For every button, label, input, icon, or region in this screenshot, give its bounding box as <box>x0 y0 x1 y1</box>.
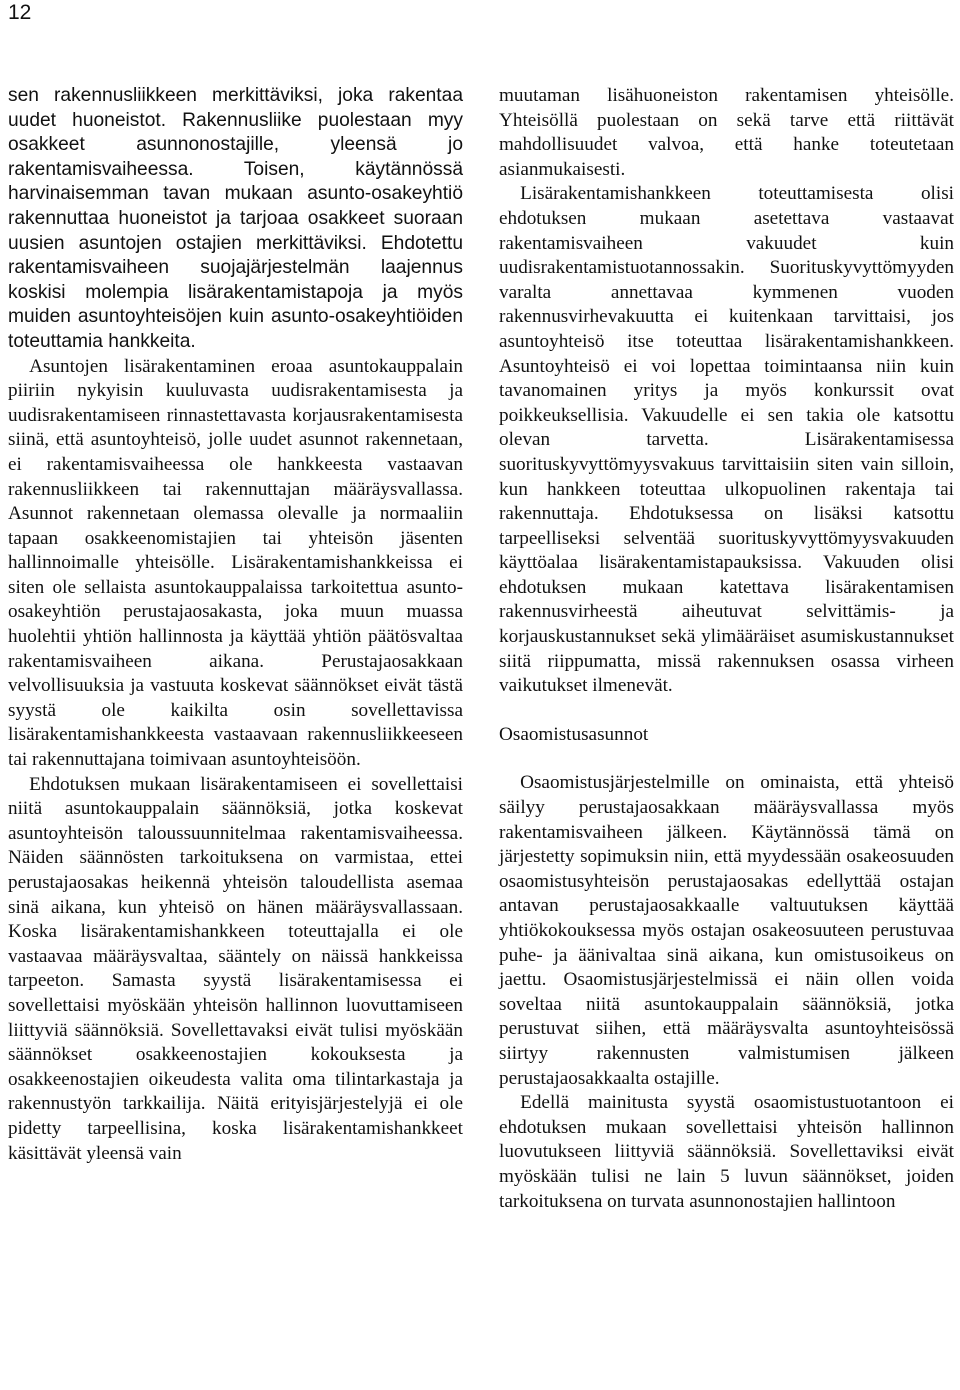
right-paragraph-1: muutaman lisähuoneiston rakentamisen yhteisölle. Yhteisöllä puolestaan on sekä tarve että riittävät mahdollisuudet valvoa, että hanke toteutetaan asianmukaisesti. <box>499 85 954 180</box>
right-column <box>499 84 954 1214</box>
left-column <box>8 84 463 1166</box>
left-paragraph-2: Asuntojen lisärakentaminen eroaa asuntokauppalain piiriin nykyisin kuuluvasta uudisrakentamisesta ja uudisrakentamiseen rinnastettavasta korjausrakentamisesta siinä, että asuntoyhteisö, jolle uudet asunnot rakennetaan, ei rakentamisvaiheessa ole hankkeesta vastaavan rakennusliikkeen tai rakennuttajan määräysvallassa. Asunnot rakennetaan olemassa olevalle ja normaaliin tapaan osakkeenomistajien tai yhteisön jäsenten hallinnoimalle yhteisölle. Lisärakentamishankkeissa ei siten ole sellaista asuntokauppalaissa tarkoitettua asunto-osakeyhtiön perustajaosakasta, joka muun muassa huolehtii yhtiön hallinnosta ja käyttää yhtiön päätösvaltaa rakentamisvaiheen aikana. Perustajaosakkaan velvollisuuksia ja vastuuta koskevat säännökset eivät tästä syystä ole kaikilta osin sovellettavissa lisärakentamishankkeesta vastaavaan rakennusliikkeeseen tai rakennuttajana toimivaan asuntoyhteisöön. <box>8 355 463 771</box>
right-paragraph-2: Lisärakentamishankkeen toteuttamisesta olisi ehdotuksen mukaan asetettava vastaavat rakentamisvaiheen vakuudet kuin uudisrakentamistuotannossakin. Suorituskyvyttömyyden varalta annettavaa kymmenen vuoden rakennusvirhevakuutta ei kuitenkaan tarvittaisi, jos asuntoyhteisö itse toteuttaa lisärakentamishankkeen. Asuntoyhteisö ei voi lopettaa toimintaansa niin kuin tavanomainen yritys ja myös konkurssit ovat poikkeuksellisia. Vakuudelle ei sen takia ole katsottu olevan tarvetta. Lisärakentamisessa suorituskyvyttömyysvakuus tarvittaisiin siten vain silloin, kun hankkeen toteuttaa ulkopuolinen rakentaja tai rakennuttaja. Ehdotuksessa on lisäksi katsottu tarpeelliseksi selventää suorituskyvyttömyysvakuuden käyttöalaa lisärakentamistapauksissa. Vakuuden olisi ehdotuksen mukaan katettava lisärakentamisen rakennusvirheestä aiheutuvat selvittämis- ja korjauskustannukset sekä ylimääräiset asumiskustannukset siitä riippumatta, missä rakennuksen osassa virheen vaikutukset ilmenevät. <box>499 183 954 697</box>
section-heading: Osaomistusasunnot <box>499 723 649 745</box>
right-paragraph-4: Edellä mainitusta syystä osaomistustuotantoon ei ehdotuksen mukaan sovellettaisi yhteisön hallinnon luovutukseen liittyviä säännöksiä. Sovellettaviksi eivät myöskään tulisi ne lain 5 luvun säännökset, joiden tarkoituksena on turvata asunnonostajien hallintoon <box>499 1092 954 1212</box>
left-paragraph-3: Ehdotuksen mukaan lisärakentamiseen ei sovellettaisi niitä asuntokauppalain säännöksiä, jotka koskevat asuntoyhteisön taloussuunnitelmaa rakentamisvaiheessa. Näiden säännösten tarkoituksena on varmistaa, ettei perustajaosakas heikennä yhteisön taloudellista asemaa sinä aikana, kun yhteisö on hänen määräysvallassaan. Koska lisärakentamishankkeen toteuttajalla ei ole vastaavaa määräysvaltaa, sääntely on näissä hankkeissa tarpeeton. Samasta syystä lisärakentamisessa ei sovellettaisi myöskään yhteisön hallinnon luovuttamiseen liittyviä säännöksiä. Sovellettavaksi eivät tulisi myöskään säännökset osakkeenostajien kokouksesta ja osakkeenostajien oikeudesta valita oma tilintarkastaja ja rakennustyön tarkkailija. Näitä erityisjärjestelyjä ei ole pidetty tarpeellisina, koska lisärakentamishankkeet käsittävät yleensä vain <box>8 773 463 1164</box>
left-paragraph-1: sen rakennusliikkeen merkittäviksi, joka rakentaa uudet huoneistot. Rakennusliike puolestaan myy osakkeet asunnonostajille, yleensä jo rakentamisvaiheessa. Toisen, käytännössä harvinaisemman tavan mukaan asunto-osakeyhtiö rakennuttaa huoneistot ja tarjoaa osakkeet suoraan uusien asuntojen ostajien merkittäviksi. Ehdotettu rakentamisvaiheen suojajärjestelmän laajennus koskisi molempia lisärakentamistapoja ja myös muiden asuntoyhteisöjen kuin asunto-osakeyhtiöiden toteuttamia hankkeita. <box>8 85 463 352</box>
right-paragraph-3: Osaomistusjärjestelmille on ominaista, että yhteisö säilyy perustajaosakkaan määräysvallassa myös rakentamisvaiheen jälkeen. Käytännössä tämä on järjestetty sopimuksin niin, että myydessään osakeosuuden osaomistusyhteisön perustajaosakas edellyttää ostajan antavan perustajaosakkaalle valtuutuksen käyttää yhtiökokouksessa myös ostajan osakeosuuteen perustuvaa puhe- ja äänivaltaa sinä aikana, kun omistusoikeus on jaettu. Osaomistusjärjestelmissä ei näin ollen voida soveltaa niitä asuntokauppalain säännöksiä, jotka perustuvat siihen, että määräysvalta asuntoyhteisössä siirtyy rakennusten valmistumisen jälkeen perustajaosakkaalta ostajille. <box>499 772 954 1089</box>
page-number: 12 <box>8 1 32 24</box>
